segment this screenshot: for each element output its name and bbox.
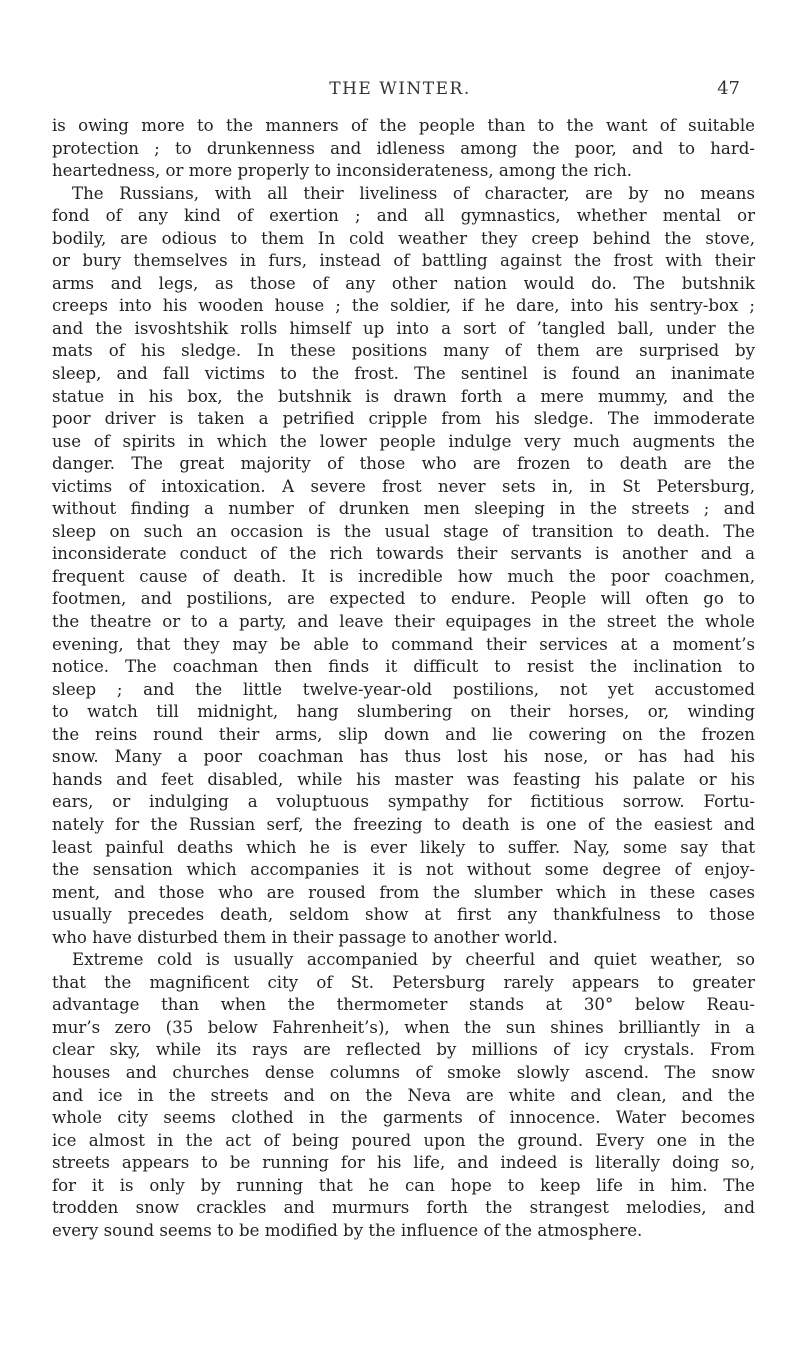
text-line: poor driver is taken a petrified cripple from his sledge. The immoderate	[52, 409, 755, 429]
text-line: use of spirits in which the lower people indulge very much augments the	[52, 431, 755, 451]
text-line: ears, or indulging a voluptuous sympathy for fictitious sorrow. Fortu-	[52, 792, 755, 812]
text-line: for it is only by running that he can hope to keep life in him. The	[52, 1175, 755, 1195]
text-line: fond of any kind of exertion ; and all gymnastics, whether mental or	[52, 206, 755, 226]
text-line: whole city seems clothed in the garments of innocence. Water becomes	[52, 1108, 755, 1128]
text-line: houses and churches dense columns of smoke slowly ascend. The snow	[52, 1062, 755, 1082]
paragraph-start-line: The Russians, with all their liveliness of character, are by no means	[72, 183, 755, 203]
paragraph-start-line: Extreme cold is usually accompanied by cheerful and quiet weather, so	[72, 950, 755, 970]
page-number: 47	[717, 78, 740, 99]
paragraph-end-line: every sound seems to be modified by the influence of the atmosphere.	[52, 1220, 643, 1240]
running-head	[0, 74, 800, 104]
text-line: and the isvoshtshik rolls himself up into a sort of ’tangled ball, under the	[52, 318, 755, 338]
text-line: victims of intoxication. A severe frost never sets in, in St Petersburg,	[52, 476, 755, 496]
text-line: inconsiderate conduct of the rich towards their servants is another and a	[52, 544, 755, 564]
text-line: footmen, and postilions, are expected to endure. People will often go to	[52, 589, 755, 609]
text-line: the sensation which accompanies it is not without some degree of enjoy-	[52, 860, 755, 880]
text-line: arms and legs, as those of any other nation would do. The butshnik	[52, 273, 755, 293]
text-line: sleep on such an occasion is the usual stage of transition to death. The	[52, 521, 755, 541]
text-line: the theatre or to a party, and leave their equipages in the street the whole	[52, 612, 755, 632]
paragraph-end-line: who have disturbed them in their passage to another world.	[52, 927, 558, 947]
text-line: is owing more to the manners of the people than to the want of suitable	[52, 116, 755, 135]
text-line: danger. The great majority of those who are frozen to death are the	[52, 454, 755, 474]
text-line: statue in his box, the butshnik is drawn forth a mere mummy, and the	[52, 386, 755, 406]
body-text	[52, 115, 755, 1242]
text-line: or bury themselves in furs, instead of battling against the frost with their	[52, 251, 755, 271]
text-line: protection ; to drunkenness and idleness among the poor, and to hard-	[52, 138, 755, 158]
text-line: frequent cause of death. It is incredible how much the poor coachmen,	[52, 566, 755, 586]
text-line: without finding a number of drunken men sleeping in the streets ; and	[52, 499, 755, 519]
text-line: snow. Many a poor coachman has thus lost his nose, or has had his	[52, 747, 755, 767]
text-line: advantage than when the thermometer stands at 30° below Reau-	[52, 995, 755, 1015]
running-title: THE WINTER.	[329, 79, 471, 99]
text-line: mur’s zero (35 below Fahrenheit’s), when the sun shines brilliantly in a	[52, 1017, 755, 1037]
text-line: usually precedes death, seldom show at first any thankfulness to those	[52, 905, 755, 925]
text-line: creeps into his wooden house ; the soldier, if he dare, into his sentry-box ;	[52, 296, 755, 316]
text-line: streets appears to be running for his life, and indeed is literally doing so,	[52, 1153, 755, 1173]
text-line: nately for the Russian serf, the freezing to death is one of the easiest and	[52, 814, 755, 834]
text-line: that the magnificent city of St. Petersburg rarely appears to greater	[52, 972, 755, 992]
text-line: least painful deaths which he is ever likely to suffer. Nay, some say that	[52, 837, 755, 857]
text-line: sleep ; and the little twelve-year-old postilions, not yet accustomed	[52, 679, 755, 699]
text-line: the reins round their arms, slip down and lie cowering on the frozen	[52, 724, 755, 744]
text-line: hands and feet disabled, while his master was feasting his palate or his	[52, 769, 755, 789]
text-line: trodden snow crackles and murmurs forth the strangest melodies, and	[52, 1198, 755, 1218]
text-line: notice. The coachman then finds it difficult to resist the inclination to	[52, 657, 755, 677]
text-line: bodily, are odious to them In cold weather they creep behind the stove,	[52, 228, 755, 248]
text-line: sleep, and fall victims to the frost. The sentinel is found an inanimate	[52, 364, 755, 384]
text-line: mats of his sledge. In these positions many of them are surprised by	[52, 341, 755, 361]
paragraph-end-line: heartedness, or more properly to inconsiderateness, among the rich.	[52, 161, 633, 181]
text-line: evening, that they may be able to command their services at a moment’s	[52, 634, 755, 654]
text-line: ment, and those who are roused from the slumber which in these cases	[52, 882, 755, 902]
text-line: clear sky, while its rays are reflected by millions of icy crystals. From	[52, 1040, 755, 1060]
text-line: and ice in the streets and on the Neva are white and clean, and the	[52, 1085, 755, 1105]
text-line: ice almost in the act of being poured upon the ground. Every one in the	[52, 1130, 755, 1150]
text-line: to watch till midnight, hang slumbering on their horses, or, winding	[52, 702, 755, 722]
